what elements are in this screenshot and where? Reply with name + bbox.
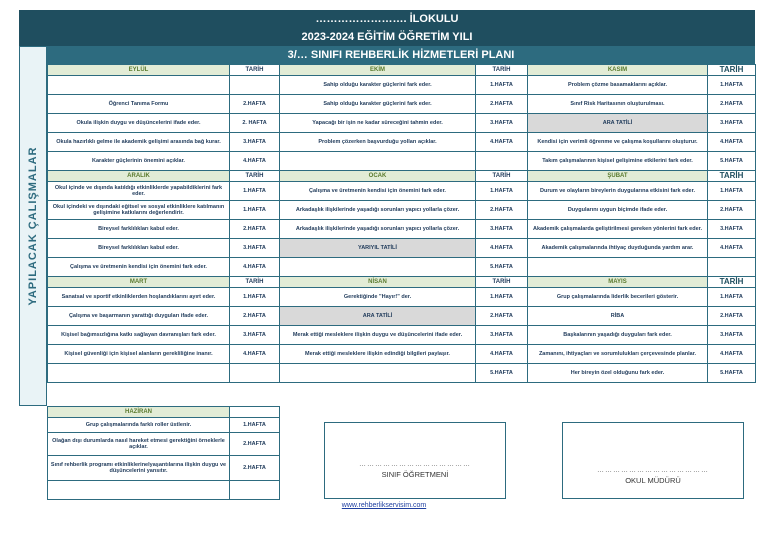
week-cell: 4.HAFTA <box>230 345 280 364</box>
activity-cell: Zamanını, ihtiyaçları ve sorumlulukları çerçevesinde planlar. <box>528 345 708 364</box>
activity-cell: Okula hazırlıklı gelme ile akademik gelişimi arasında bağ kurar. <box>48 133 230 152</box>
week-header <box>230 407 280 418</box>
week-header: TARİH <box>230 171 280 182</box>
week-header: TARİH <box>708 277 756 288</box>
week-cell: 2.HAFTA <box>708 95 756 114</box>
week-cell: 5.HAFTA <box>708 152 756 171</box>
plan-row <box>48 288 756 307</box>
month-header: NİSAN <box>280 277 476 288</box>
activity-cell <box>280 258 476 277</box>
week-cell: 5.HAFTA <box>476 364 528 383</box>
activity-cell: Grup çalışmalarında farklı roller üstlenir. <box>48 418 230 433</box>
activity-cell: Gerektiğinde "Hayır!" der. <box>280 288 476 307</box>
activity-cell: Sınıf Risk Haritasının oluşturulması. <box>528 95 708 114</box>
week-cell <box>708 258 756 277</box>
week-cell <box>476 152 528 171</box>
activity-cell: Duygularını uygun biçimde ifade eder. <box>528 201 708 220</box>
school-name: ……………………. İLOKULU <box>19 10 755 28</box>
week-cell: 1.HAFTA <box>476 182 528 201</box>
activity-cell <box>48 481 230 500</box>
plan-row <box>48 182 756 201</box>
month-header-row <box>48 277 756 288</box>
week-cell: 3.HAFTA <box>476 114 528 133</box>
week-cell: 5.HAFTA <box>476 258 528 277</box>
week-cell: 3.HAFTA <box>708 114 756 133</box>
week-cell: 1.HAFTA <box>708 76 756 95</box>
activity-cell: Sahip olduğu karakter güçlerini fark eder. <box>280 95 476 114</box>
week-cell: 3.HAFTA <box>476 220 528 239</box>
activity-cell: Sanatsal ve sportif etkinliklerden hoşlandıklarını ayırt eder. <box>48 288 230 307</box>
week-cell: 1.HAFTA <box>230 288 280 307</box>
activity-cell: Çalışma ve üretmenin kendisi için önemini fark eder. <box>48 258 230 277</box>
week-cell: 2.HAFTA <box>476 95 528 114</box>
activity-cell: Bireysel farklılıkları kabul eder. <box>48 220 230 239</box>
activity-cell: Okul içinde ve dışında katıldığı etkinliklerde yapabildiklerini fark eder. <box>48 182 230 201</box>
week-cell: 2.HAFTA <box>708 201 756 220</box>
week-cell: 4.HAFTA <box>230 258 280 277</box>
week-cell: 1.HAFTA <box>230 418 280 433</box>
activity-cell: Bireysel farklılıkları kabul eder. <box>48 239 230 258</box>
plan-row <box>48 239 756 258</box>
activity-cell: Akademik çalışmalarda geliştirilmesi gereken yönlerini fark eder. <box>528 220 708 239</box>
side-label-panel <box>19 46 47 406</box>
week-header: TARİH <box>230 65 280 76</box>
week-cell: 4.HAFTA <box>476 133 528 152</box>
week-cell: 4.HAFTA <box>476 239 528 258</box>
activity-cell: Okul içindeki ve dışındaki eğitsel ve sosyal etkinliklere katılmanın gelişimine katkılarını değerlendirir. <box>48 201 230 220</box>
week-cell: 4.HAFTA <box>708 345 756 364</box>
week-cell: 4.HAFTA <box>708 133 756 152</box>
week-cell: 2.HAFTA <box>230 433 280 456</box>
activity-cell: Sınıf rehberlik programı etkinliklerinelyaşantılarına ilişkin duygu ve düşüncelerini yansıtır. <box>48 456 230 481</box>
week-header: TARİH <box>476 277 528 288</box>
month-header: MAYIS <box>528 277 708 288</box>
activity-cell: Durum ve olayların bireylerin duygularına etkisini fark eder. <box>528 182 708 201</box>
activity-cell: Yapacağı bir işin ne kadar süreceğini tahmin eder. <box>280 114 476 133</box>
week-cell: 2.HAFTA <box>230 456 280 481</box>
activity-cell: YARIYIL TATİLİ <box>280 239 476 258</box>
month-header: OCAK <box>280 171 476 182</box>
week-cell: 1.HAFTA <box>230 182 280 201</box>
activity-cell: ARA TATİLİ <box>528 114 708 133</box>
week-header: TARİH <box>230 277 280 288</box>
week-cell: 1.HAFTA <box>230 201 280 220</box>
month-header-june: HAZİRAN <box>48 407 230 418</box>
month-header: ŞUBAT <box>528 171 708 182</box>
activity-cell: Takım çalışmalarının kişisel gelişimine etkilerini fark eder. <box>528 152 708 171</box>
activity-cell: Kişisel güvenliği için kişisel alanların gerekliliğine inanır. <box>48 345 230 364</box>
plan-title: 3/… SINIFI REHBERLİK HİZMETLERİ PLANI <box>47 46 755 64</box>
principal-label: OKUL MÜDÜRÜ <box>625 476 681 485</box>
activity-cell: Merak ettiği mesleklere ilişkin duygu ve düşüncelerini ifade eder. <box>280 326 476 345</box>
plan-row <box>48 152 756 171</box>
activity-cell: Merak ettiği mesleklere ilişkin edindiği bilgileri paylaşır. <box>280 345 476 364</box>
activity-cell: RİBA <box>528 307 708 326</box>
month-header-row <box>48 65 756 76</box>
signature-dots: …………………………………… <box>597 467 709 474</box>
week-cell: 3.HAFTA <box>230 326 280 345</box>
plan-row <box>48 114 756 133</box>
footer-link[interactable]: www.rehberlikservisim.com <box>341 502 427 509</box>
plan-row <box>48 95 756 114</box>
plan-row <box>48 201 756 220</box>
june-table <box>47 406 280 500</box>
week-cell <box>230 481 280 500</box>
activity-cell: Çalışma ve başarmanın yarattığı duyguları ifade eder. <box>48 307 230 326</box>
plan-row <box>48 307 756 326</box>
week-cell <box>230 364 280 383</box>
activity-cell: Grup çalışmalarında liderlik becerileri gösterir. <box>528 288 708 307</box>
week-cell: 3.HAFTA <box>708 220 756 239</box>
week-cell: 3.HAFTA <box>476 326 528 345</box>
activity-cell: Arkadaşlık ilişkilerinde yaşadığı sorunları yapıcı yollarla çözer. <box>280 220 476 239</box>
week-cell: 3.HAFTA <box>230 133 280 152</box>
activity-cell: ARA TATİLİ <box>280 307 476 326</box>
week-cell: 1.HAFTA <box>476 76 528 95</box>
activity-cell: Öğrenci Tanıma Formu <box>48 95 230 114</box>
activity-cell <box>48 364 230 383</box>
week-header: TARİH <box>476 171 528 182</box>
signature-dots: …………………………………… <box>359 461 471 468</box>
plan-row <box>48 133 756 152</box>
teacher-label: SINIF ÖĞRETMENİ <box>381 470 449 479</box>
activity-cell: Olağan dışı durumlarda nasıl hareket etmesi gerektiğini örneklerle açıklar. <box>48 433 230 456</box>
activity-cell: Problem çözme basamaklarını açıklar. <box>528 76 708 95</box>
month-header-row <box>48 171 756 182</box>
week-header: TARİH <box>476 65 528 76</box>
week-header: TARİH <box>708 171 756 182</box>
week-cell: 2.HAFTA <box>230 307 280 326</box>
activity-cell: Kendisi için verimli öğrenme ve çalışma koşullarını oluşturur. <box>528 133 708 152</box>
guidance-plan-table <box>47 64 756 383</box>
side-label: YAPILACAK ÇALIŞMALAR <box>27 146 39 306</box>
activity-cell: Çalışma ve üretmenin kendisi için önemini fark eder. <box>280 182 476 201</box>
activity-cell: Her bireyin özel olduğunu fark eder. <box>528 364 708 383</box>
week-cell: 3.HAFTA <box>230 239 280 258</box>
activity-cell <box>48 76 230 95</box>
plan-row <box>48 364 756 383</box>
plan-row <box>48 345 756 364</box>
plan-row <box>48 220 756 239</box>
school-year: 2023-2024 EĞİTİM ÖĞRETİM YILI <box>19 28 755 46</box>
plan-row <box>48 76 756 95</box>
activity-cell: Sahip olduğu karakter güçlerini fark eder. <box>280 76 476 95</box>
principal-signature-box <box>562 422 744 499</box>
month-header: EKİM <box>280 65 476 76</box>
month-header: MART <box>48 277 230 288</box>
activity-cell: Başkalarının yaşadığı duyguları fark eder. <box>528 326 708 345</box>
week-cell: 1.HAFTA <box>708 288 756 307</box>
week-cell: 2.HAFTA <box>476 307 528 326</box>
teacher-signature-box <box>324 422 506 499</box>
activity-cell: Akademik çalışmalarında ihtiyaç duyduğunda yardım arar. <box>528 239 708 258</box>
activity-cell: Problem çözerken başvurduğu yolları açıklar. <box>280 133 476 152</box>
month-header: ARALIK <box>48 171 230 182</box>
week-cell: 4.HAFTA <box>476 345 528 364</box>
activity-cell: Okula ilişkin duygu ve düşüncelerini ifade eder. <box>48 114 230 133</box>
activity-cell <box>280 152 476 171</box>
month-header: EYLÜL <box>48 65 230 76</box>
week-cell: 2.HAFTA <box>708 307 756 326</box>
activity-cell: Kişisel bağımsızlığına katkı sağlayan davranışları fark eder. <box>48 326 230 345</box>
activity-cell: Arkadaşlık ilişkilerinde yaşadığı sorunları yapıcı yollarla çözer. <box>280 201 476 220</box>
week-cell <box>230 76 280 95</box>
week-cell: 4.HAFTA <box>230 152 280 171</box>
activity-cell: Karakter güçlerinin önemini açıklar. <box>48 152 230 171</box>
week-cell: 2.HAFTA <box>476 201 528 220</box>
week-cell: 4.HAFTA <box>708 239 756 258</box>
week-cell: 5.HAFTA <box>708 364 756 383</box>
plan-row <box>48 326 756 345</box>
week-cell: 2. HAFTA <box>230 114 280 133</box>
week-cell: 2.HAFTA <box>230 220 280 239</box>
week-cell: 3.HAFTA <box>708 326 756 345</box>
week-cell: 1.HAFTA <box>708 182 756 201</box>
activity-cell <box>528 258 708 277</box>
week-header: TARİH <box>708 65 756 76</box>
plan-row <box>48 258 756 277</box>
week-cell: 2.HAFTA <box>230 95 280 114</box>
week-cell: 1.HAFTA <box>476 288 528 307</box>
month-header: KASIM <box>528 65 708 76</box>
activity-cell <box>280 364 476 383</box>
